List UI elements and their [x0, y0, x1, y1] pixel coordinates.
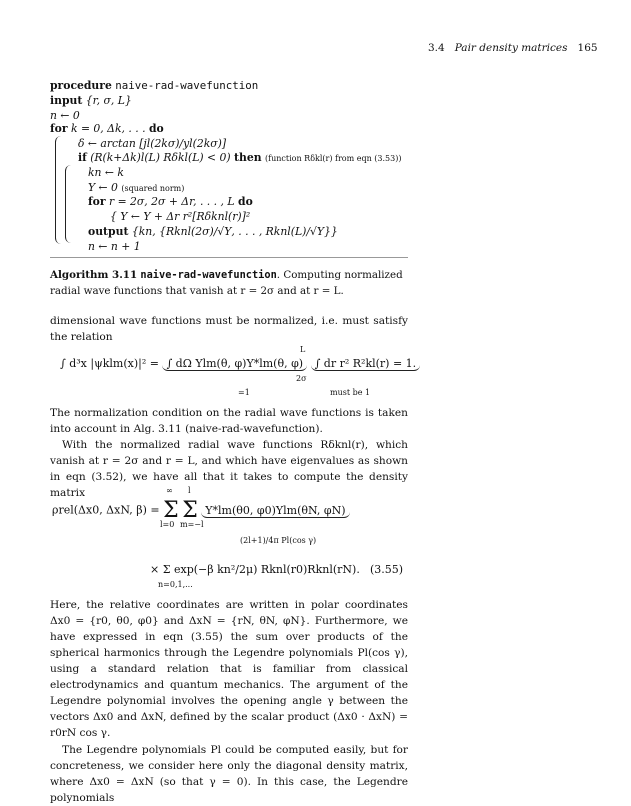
eq1-lhs: ∫ d³x |ψklm(x)|² = [60, 357, 159, 370]
algorithm-line-2: input {r, σ, L} [50, 94, 132, 107]
algorithm-divider [50, 257, 408, 258]
eq2-line2-sum-bottom: n=0,1,... [158, 580, 193, 589]
paragraph-4: Here, the relative coordinates are written in polar coordinates Δx0 = {r0, θ0, φ0} and ΔxN = {rN, θN, φN}. Furthermore, we have expressed in eqn (3.55) the sum over products of the spherical harmonics through the Legendre polynomials Pl(cos γ), using a standard relation that is familiar from classical electrodynamics and quantum mechanics. The argument of the Legendre polynomial involves the opening angle γ between the vectors Δx0 and ΔxN, defined by the scalar product (Δx0 · ΔxN) = r0rN cos γ. [50, 599, 408, 739]
page-number: 165 [577, 42, 598, 54]
eq2-sum-symbol-2: Σ [182, 498, 198, 523]
algorithm-caption: Algorithm 3.11 naive-rad-wavefunction. Computing normalized radial wave functions that vanish at r = 2σ and at r = L. [50, 269, 403, 297]
eq2-lhs: ρrel(Δx0, ΔxN, β) = [52, 503, 160, 517]
eq1-radial-part: ∫ dr r² R²kl(r) = 1. [311, 357, 421, 371]
eq1-angular-part: ∫ dΩ Ylm(θ, φ)Y*lm(θ, φ) [162, 357, 307, 371]
paragraph-1: dimensional wave functions must be normalized, i.e. must satisfy the relation [50, 315, 408, 343]
equation-normalization [60, 357, 420, 370]
equation-density-matrix-line-2: × Σ exp(−β kn²/2μ) Rknl(r0)Rknl(rN). [150, 563, 360, 576]
algorithm-line-8: Υ ← 0 (squared norm) [88, 181, 185, 194]
paragraph-5: The Legendre polynomials Pl could be computed easily, but for concreteness, we consider here only the diagonal density matrix, where Δx0 = ΔxN (so that γ = 0). In this case, the Legendre polynomials [50, 744, 408, 804]
eq1-lower-limit: 2σ [296, 374, 307, 383]
paragraph-3: With the normalized radial wave functions Rδknl(r), which vanish at r = 2σ and r = L, and which have eigenvalues as shown in eqn (3.52), we have all that it takes to compute the density matrix [50, 439, 408, 499]
paragraph-2: The normalization condition on the radial wave functions is taken into account in Alg. 3.11 (naive-rad-wavefunction). [50, 407, 408, 435]
section-number: 3.4 [428, 42, 445, 54]
if-block-brace [65, 165, 74, 243]
eq2-sum2-top: l [188, 486, 191, 495]
eq2-sum-symbol-1: Σ [163, 498, 179, 523]
eq1-underbrace-label-1: =1 [238, 388, 250, 397]
eq2-harmonic-product: Y*lm(θ0, φ0)Ylm(θN, φN) [201, 504, 349, 518]
algorithm-line-11: output {kn, {Rknl(2σ)/√Υ, . . . , Rknl(L)/√Υ}} [88, 225, 338, 238]
eq2-underbrace-label: (2l+1)/4π Pl(cos γ) [240, 536, 317, 545]
eq2-sum1-top: ∞ [166, 486, 173, 495]
algorithm-line-4: for k = 0, Δk, . . . do [50, 122, 164, 135]
algorithm-line-3: n ← 0 [50, 109, 80, 122]
algorithm-line-5: δ ← arctan [jl(2kσ)/yl(2kσ)] [78, 137, 227, 150]
section-title: Pair density matrices [454, 42, 568, 54]
equation-number: (3.55) [370, 563, 404, 576]
algorithm-line-12: n ← n + 1 [88, 240, 141, 253]
eq2-sum2-bottom: m=−l [180, 520, 204, 529]
algorithm-line-10: { Υ ← Υ + Δr r²[Rδknl(r)]² [110, 210, 251, 223]
running-header [428, 42, 598, 54]
algorithm-line-6: if (R(k+Δk)l(L) Rδkl(L) < 0) then (function Rδkl(r) from eqn (3.53)) [78, 151, 402, 164]
eq1-upper-limit: L [300, 345, 306, 354]
algorithm-line-7: kn ← k [88, 166, 124, 179]
algorithm-line-1: procedure naive-rad-wavefunction [50, 79, 259, 92]
algorithm-line-9: for r = 2σ, 2σ + Δr, . . . , L do [88, 195, 253, 208]
eq2-sum1-bottom: l=0 [160, 520, 175, 529]
eq1-underbrace-label-2: must be 1 [330, 388, 371, 397]
